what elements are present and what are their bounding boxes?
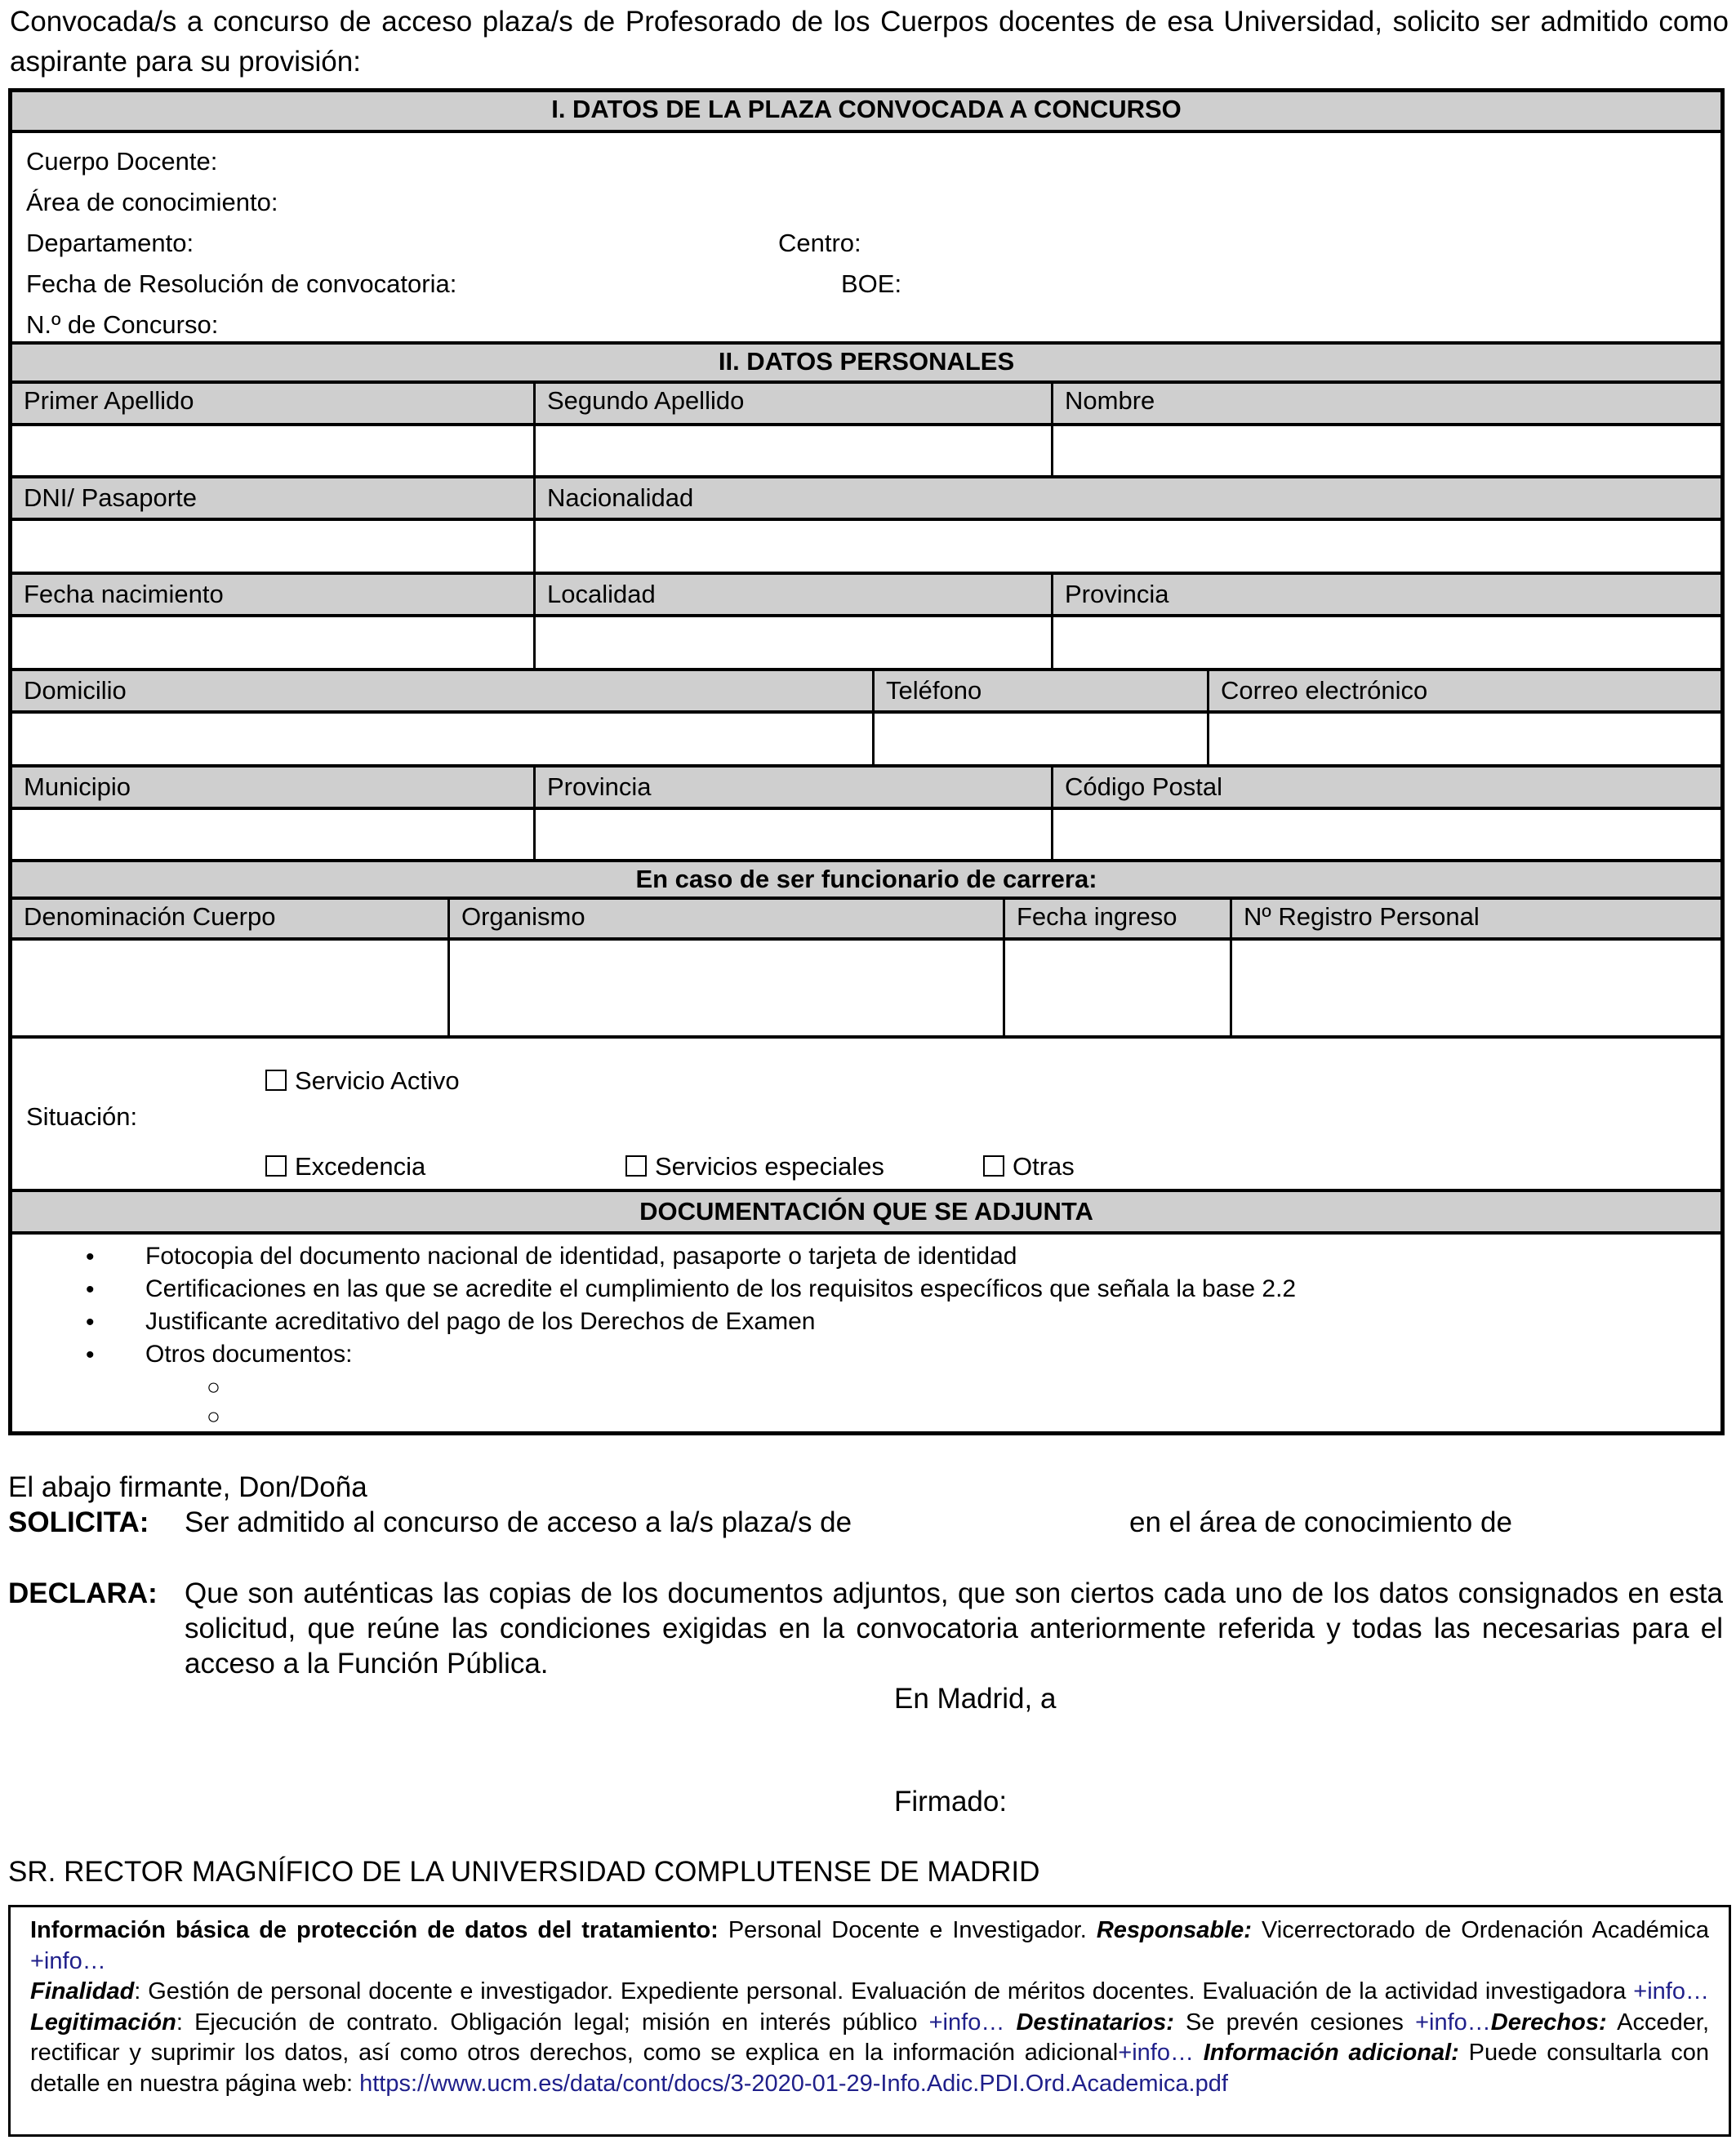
dni-field[interactable] <box>12 521 533 572</box>
solicita-text: Ser admitido al concurso de acceso a la/s plaza/s de <box>185 1506 852 1538</box>
nacionalidad-label: Nacionalidad <box>533 478 1720 518</box>
vicerrectorado-text: Vicerrectorado de Ordenación Académica <box>1251 1917 1710 1943</box>
doc-item-3: Justificante acreditativo del pago de los Derechos de Examen <box>145 1308 816 1335</box>
responsable-value: Personal Docente e Investigador. <box>718 1917 1097 1943</box>
municipio-input-row <box>12 810 1720 859</box>
registro-label: Nº Registro Personal <box>1230 900 1720 937</box>
segundo-apellido-label: Segundo Apellido <box>533 384 1051 423</box>
section2-title: II. DATOS PERSONALES <box>718 347 1015 376</box>
servicio-activo-checkbox[interactable] <box>265 1066 460 1096</box>
documentacion-header <box>12 1189 1720 1235</box>
doc-item-2: Certificaciones en las que se acredite el cumplimiento de los requisitos específicos que señala la base 2.2 <box>145 1275 1297 1302</box>
departamento-label: Departamento: <box>26 229 194 257</box>
provincia2-label: Provincia <box>533 768 1051 807</box>
proteccion-datos-text <box>30 1915 1709 2099</box>
derechos-title: Derechos: <box>1490 2009 1607 2036</box>
declara-text: Que son auténticas las copias de los documentos adjuntos, que son ciertos cada uno de los datos consignados en esta solicitud, que reúne las condiciones exigidas en la convocatoria anteriormente referida y todas las necesarias para el acceso a la Función Pública. <box>185 1577 1723 1680</box>
localidad-label: Localidad <box>533 575 1051 614</box>
info-adicional-title: Información adicional: <box>1203 2040 1459 2066</box>
provincia-label: Provincia <box>1051 575 1720 614</box>
funcionario-title: En caso de ser funcionario de carrera: <box>635 865 1097 893</box>
info-adicional-text: Puede consultarla con detalle en nuestra página web: <box>30 2040 1710 2097</box>
funcionario-header <box>12 859 1720 900</box>
apellidos-input-row <box>12 426 1720 475</box>
proteccion-datos-box <box>8 1905 1731 2137</box>
doc-item-1: Fotocopia del documento nacional de identidad, pasaporte o tarjeta de identidad <box>145 1243 1017 1270</box>
legitimacion-title: Legitimación <box>30 2009 176 2036</box>
provincia2-field[interactable] <box>533 810 1051 859</box>
nacimiento-input-row <box>12 617 1720 668</box>
funcionario-label-row <box>12 900 1720 941</box>
destinatarios-title: Destinatarios: <box>1016 2009 1174 2036</box>
section2-header <box>12 341 1720 384</box>
checkbox-box-icon <box>625 1155 647 1177</box>
dni-label: DNI/ Pasaporte <box>24 483 197 512</box>
nacimiento-label-row <box>12 572 1720 617</box>
firmante-text: El abajo firmante, Don/Doña <box>8 1471 367 1503</box>
info-link[interactable]: +info… <box>1118 2040 1194 2066</box>
municipio-field[interactable] <box>12 810 533 859</box>
servicios-especiales-checkbox[interactable] <box>625 1152 884 1181</box>
organismo-field[interactable] <box>447 941 1003 1035</box>
checkbox-box-icon <box>983 1155 1004 1177</box>
nacionalidad-field[interactable] <box>533 521 1720 572</box>
primer-apellido-field[interactable] <box>12 426 533 475</box>
denominacion-label: Denominación Cuerpo <box>24 902 276 931</box>
correo-field[interactable] <box>1207 714 1720 764</box>
otras-label: Otras <box>1013 1152 1075 1181</box>
lugar-fecha-text: En Madrid, a <box>894 1683 1057 1715</box>
cuerpo-docente-label: Cuerpo Docente: <box>26 147 218 176</box>
solicita-label: SOLICITA: <box>8 1506 149 1538</box>
denominacion-field[interactable] <box>12 941 447 1035</box>
info-adicional-url-link[interactable]: https://www.ucm.es/data/cont/docs/3-2020-01-29-Info.Adic.PDI.Ord.Academica.pdf <box>359 2070 1228 2097</box>
declara-label: DECLARA: <box>8 1577 158 1609</box>
doc-item-4: Otros documentos: <box>145 1341 353 1368</box>
excedencia-checkbox[interactable] <box>265 1152 425 1181</box>
servicio-activo-label: Servicio Activo <box>295 1066 460 1095</box>
bullet-icon: • <box>86 1309 95 1336</box>
info-basica-title: Información básica de protección de datos del tratamiento: <box>30 1917 719 1943</box>
responsable-title: Responsable: <box>1096 1917 1252 1943</box>
fecha-nacimiento-label: Fecha nacimiento <box>24 580 224 608</box>
otras-checkbox[interactable] <box>983 1152 1075 1181</box>
fecha-resolucion-label: Fecha de Resolución de convocatoria: <box>26 269 457 298</box>
situacion-label: Situación: <box>26 1102 138 1131</box>
nombre-label: Nombre <box>1051 384 1720 423</box>
finalidad-title: Finalidad <box>30 1978 135 2004</box>
domicilio-input-row <box>12 714 1720 764</box>
excedencia-label: Excedencia <box>295 1152 426 1181</box>
boe-label: BOE: <box>841 269 902 298</box>
nombre-field[interactable] <box>1051 426 1720 475</box>
rector-text: SR. RECTOR MAGNÍFICO DE LA UNIVERSIDAD COMPLUTENSE DE MADRID <box>8 1856 1040 1888</box>
centro-label: Centro: <box>778 229 861 257</box>
dni-input-row <box>12 521 1720 572</box>
checkbox-box-icon <box>265 1155 287 1177</box>
provincia-field[interactable] <box>1051 617 1720 668</box>
codigo-postal-field[interactable] <box>1051 810 1720 859</box>
domicilio-label-row <box>12 668 1720 714</box>
circle-bullet-icon: ○ <box>207 1404 220 1429</box>
intro-text: Convocada/s a concurso de acceso plaza/s de Profesorado de los Cuerpos docentes de esa Universidad, solicito ser admitido como aspirante para su provisión: <box>10 6 1729 78</box>
checkbox-box-icon <box>265 1070 287 1091</box>
application-form <box>8 88 1725 1435</box>
legitimacion-text: : Ejecución de contrato. Obligación legal; misión en interés público <box>176 2009 929 2036</box>
primer-apellido-label: Primer Apellido <box>24 386 194 415</box>
fecha-ingreso-field[interactable] <box>1003 941 1230 1035</box>
destinatarios-text: Se prevén cesiones <box>1173 2009 1416 2036</box>
fecha-nacimiento-field[interactable] <box>12 617 533 668</box>
circle-bullet-icon: ○ <box>207 1374 220 1399</box>
localidad-field[interactable] <box>533 617 1051 668</box>
telefono-field[interactable] <box>872 714 1207 764</box>
documentacion-title: DOCUMENTACIÓN QUE SE ADJUNTA <box>639 1197 1093 1226</box>
municipio-label: Municipio <box>24 772 131 801</box>
bullet-icon: • <box>86 1341 95 1368</box>
bullet-icon: • <box>86 1276 95 1303</box>
info-link[interactable]: +info… <box>928 2009 1005 2036</box>
finalidad-text: : Gestión de personal docente e investigador. Expediente personal. Evaluación de méritos docentes. Evaluación de la actividad investigadora <box>134 1978 1634 2004</box>
municipio-label-row <box>12 764 1720 810</box>
servicios-especiales-label: Servicios especiales <box>655 1152 884 1181</box>
derechos-text: Acceder, rectificar y suprimir los datos, así como otros derechos, como se explica en la información adicional <box>30 2009 1710 2066</box>
funcionario-input-row <box>12 941 1720 1039</box>
numero-concurso-label: N.º de Concurso: <box>26 310 219 339</box>
domicilio-label: Domicilio <box>24 676 127 705</box>
codigo-postal-label: Código Postal <box>1051 768 1720 807</box>
section1-title: I. DATOS DE LA PLAZA CONVOCADA A CONCURSO <box>551 95 1182 123</box>
area-conocimiento-label: Área de conocimiento: <box>26 188 278 216</box>
segundo-apellido-field[interactable] <box>533 426 1051 475</box>
solicita-area-text: en el área de conocimiento de <box>1129 1506 1512 1538</box>
fecha-ingreso-label: Fecha ingreso <box>1003 900 1230 937</box>
domicilio-field[interactable] <box>12 714 872 764</box>
bullet-icon: • <box>86 1244 95 1270</box>
telefono-label: Teléfono <box>872 671 1207 710</box>
apellidos-label-row <box>12 384 1720 426</box>
dni-label-row <box>12 475 1720 521</box>
info-link[interactable]: +info… <box>1415 2009 1491 2036</box>
firmado-text: Firmado: <box>894 1786 1008 1818</box>
organismo-label: Organismo <box>447 900 1003 937</box>
registro-field[interactable] <box>1230 941 1720 1035</box>
correo-label: Correo electrónico <box>1207 671 1720 710</box>
section1-header <box>12 92 1720 133</box>
info-link[interactable]: +info… <box>1633 1978 1709 2004</box>
info-link[interactable]: +info… <box>30 1947 106 1974</box>
